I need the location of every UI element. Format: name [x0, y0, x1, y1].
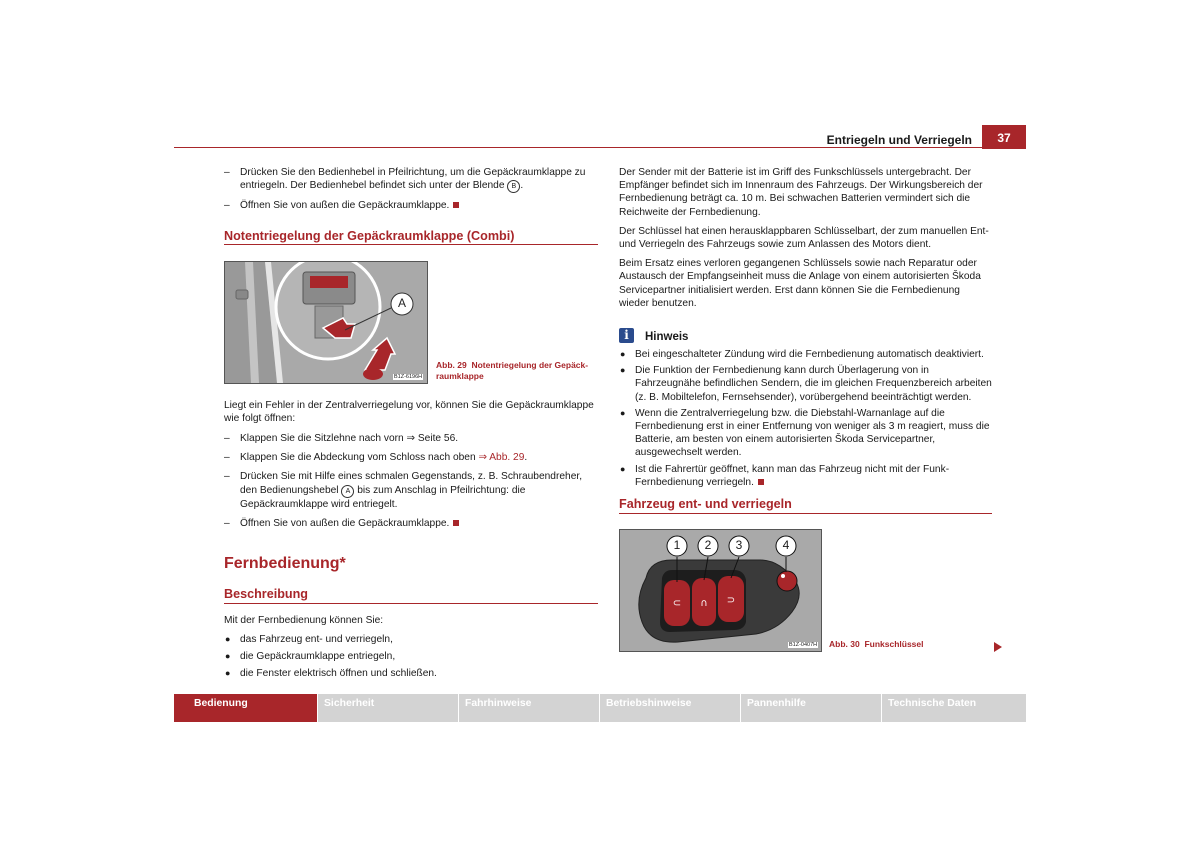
step-item: – Drücken Sie mit Hilfe eines schmalen Gegenstands, z. B. Schraubendreher, den Bedienungshebel A bis zum Anschlag in Pfeilrichtung: die Gepäckraumklappe wird entriegelt.: [224, 471, 583, 510]
figure-29-label-a-text: A: [397, 296, 406, 310]
list-item-text: die Gepäckraumklappe entriegeln,: [240, 651, 396, 663]
right-paragraphs: [619, 166, 992, 310]
list-item: ● die Gepäckraumklappe entriegeln,: [225, 651, 396, 663]
step-item: – Öffnen Sie von außen die Gepäckraumklappe.: [224, 517, 598, 530]
page-number: 37: [982, 125, 1026, 149]
step-item: – Klappen Sie die Abdeckung vom Schloss nach oben ⇒ Abb. 29.: [224, 452, 528, 464]
intro-steps: [224, 166, 598, 212]
section-rule: [619, 513, 992, 514]
main-heading: Fernbedienung*: [224, 555, 346, 572]
figure-30-label-2: 2: [704, 538, 712, 552]
svg-text:⊃: ⊃: [726, 595, 736, 606]
step-item: – Klappen Sie die Sitzlehne nach vorn ⇒ Seite 56.: [224, 433, 459, 444]
tab-fahrhinweise[interactable]: Fahrhinweise: [459, 694, 599, 722]
figure-29-caption: [436, 360, 598, 382]
paragraph: Der Schlüssel hat einen herausklappbaren Schlüsselbart, der zum manuellen Ent- und Verriegeln des Fahrzeugs sowie zum Anlassen des Motors dient.: [619, 225, 989, 251]
step-text: Öffnen Sie von außen die Gepäckraumklappe.: [240, 200, 450, 212]
figure-29-code: B1Z-6196H: [394, 374, 423, 380]
step-item: – Öffnen Sie von außen die Gepäckraumklappe.: [224, 199, 598, 212]
header-rule: [174, 147, 1026, 148]
figure-30-caption: [829, 639, 989, 650]
list-item: ● die Fenster elektrisch öffnen und schließen.: [225, 668, 437, 680]
caption-text: Notentriegelung der Gepäck-raumklappe: [436, 360, 589, 381]
list-item: ● Ist die Fahrertür geöffnet, kann man das Fahrzeug nicht mit der Funk-Fernbedienung verriegeln.: [620, 463, 950, 488]
badge-b: B: [507, 180, 520, 193]
combi-steps: [224, 432, 598, 530]
section-rule: [224, 244, 598, 245]
caption-number: Abb. 29: [436, 360, 467, 370]
end-marker: [758, 479, 764, 485]
figure-30-image: [619, 529, 822, 652]
svg-text:∩: ∩: [700, 598, 708, 609]
section-heading-lock: Fahrzeug ent- und verriegeln: [619, 497, 792, 511]
figure-29-drawing: [225, 262, 427, 383]
tab-sicherheit[interactable]: Sicherheit: [318, 694, 458, 722]
step-text-end: .: [524, 452, 528, 464]
end-marker: [453, 202, 459, 208]
tab-bedienung[interactable]: Bedienung: [174, 694, 317, 722]
svg-text:⊂: ⊂: [672, 598, 682, 609]
note-title: Hinweis: [645, 331, 689, 343]
list-item-text: Wenn die Zentralverriegelung bzw. die Diebstahl-Warnanlage auf die Fernbedienung erst in einer Entfernung von weniger als 3 m reagiert, muss die Batterie, am besten von einem autorisierten Škoda Servicepartner, ausgewechselt werden.: [635, 407, 990, 459]
badge-a: A: [341, 485, 354, 498]
note-list: [619, 348, 992, 489]
desc-list: [224, 633, 598, 681]
section-heading-combi: Notentriegelung der Gepäckraumklappe (Combi): [224, 229, 515, 243]
page-header-title: Entriegeln und Verriegeln: [826, 133, 972, 147]
tab-technische-daten[interactable]: Technische Daten: [882, 694, 1026, 722]
step-text: Öffnen Sie von außen die Gepäckraumklappe.: [240, 517, 450, 529]
list-item: ● Wenn die Zentralverriegelung bzw. die Diebstahl-Warnanlage auf die Fernbedienung erst in einer Entfernung von weniger als 3 m reagiert, muss die Batterie, am besten von einem autorisierten Škoda Servicepartner, ausgewechselt werden.: [620, 407, 990, 459]
list-item: ● Bei eingeschalteter Zündung wird die Fernbedienung automatisch deaktiviert.: [620, 349, 984, 360]
info-icon: i: [619, 328, 634, 343]
step-text: Klappen Sie die Sitzlehne nach vorn: [240, 433, 407, 444]
paragraph: Der Sender mit der Batterie ist im Griff des Funkschlüssels untergebracht. Der Empfänger befindet sich im Innenraum des Fahrzeugs. Der Wirkungsbereich der Fernbedienung beträgt ca. 10 m. Bei schwachen Batterien vermindert sich die Reichweite der Fernbedienung.: [619, 167, 983, 218]
step-text-end: .: [455, 433, 459, 444]
figure-30-label-3: 3: [735, 538, 743, 552]
caption-number: Abb. 30: [829, 639, 860, 649]
list-item-text: Die Funktion der Fernbedienung kann durch Überlagerung von in Fahrzeugnähe befindlichen Sendern, die im gleichen Frequenzbereich arbeiten (z. B. Mobiltelefon, Fernsehsender), vorübergehend beeinträchtigt werden.: [635, 365, 992, 403]
tab-pannenhilfe[interactable]: Pannenhilfe: [741, 694, 881, 722]
caption-text: Funkschlüssel: [864, 639, 924, 649]
step-text-end: .: [520, 180, 524, 192]
list-item-text: das Fahrzeug ent- und verriegeln,: [240, 634, 393, 645]
step-text: Drücken Sie den Bedienhebel in Pfeilrichtung, um die Gepäckraumklappe zu entriegeln. Der Bedienhebel befindet sich unter der Blende: [240, 167, 586, 192]
section-rule: [224, 603, 598, 604]
figure-29-image: [224, 261, 428, 384]
desc-intro: Mit der Fernbedienung können Sie:: [224, 615, 384, 626]
step-text: Drücken Sie mit Hilfe eines schmalen Gegenstands, z. B. Schraubendreher, den Bedienungshebel: [240, 471, 583, 496]
end-marker: [453, 520, 459, 526]
step-text: Klappen Sie die Abdeckung vom Schloss nach oben: [240, 452, 479, 464]
step-item: – Drücken Sie den Bedienhebel in Pfeilrichtung, um die Gepäckraumklappe zu entriegeln. Der Bedienhebel befindet sich unter der Blende B .: [224, 167, 586, 192]
figure-30-label-1: 1: [673, 538, 681, 552]
section-heading-desc: Beschreibung: [224, 587, 308, 601]
tab-betriebshinweise[interactable]: Betriebshinweise: [600, 694, 740, 722]
list-item: ● das Fahrzeug ent- und verriegeln,: [225, 634, 393, 645]
next-page-arrow-icon[interactable]: [994, 642, 1002, 652]
page-ref-link[interactable]: ⇒ Seite 56: [406, 433, 456, 444]
figure-30-code: B1Z-0407H: [789, 642, 818, 648]
step-text-end: bis zum Anschlag in Pfeilrichtung: die Gepäckraumklappe wird entriegelt.: [240, 484, 526, 510]
list-item-text: Bei eingeschalteter Zündung wird die Fernbedienung automatisch deaktiviert.: [635, 349, 984, 360]
list-item-text: Ist die Fahrertür geöffnet, kann man das Fahrzeug nicht mit der Funk-Fernbedienung verriegeln.: [635, 463, 950, 488]
figure-30-label-4: 4: [782, 538, 790, 552]
combi-intro: Liegt ein Fehler in der Zentralverriegelung vor, können Sie die Gepäckraumklappe wie folgt öffnen:: [224, 400, 594, 425]
list-item-text: die Fenster elektrisch öffnen und schließen.: [240, 668, 437, 680]
list-item: ● Die Funktion der Fernbedienung kann durch Überlagerung von in Fahrzeugnähe befindlichen Sendern, die im gleichen Frequenzbereich arbeiten (z. B. Mobiltelefon, Fernsehsender), vorübergehend beeinträchtigt werden.: [620, 365, 992, 403]
figure-ref-link[interactable]: ⇒ Abb. 29: [478, 452, 525, 464]
paragraph: Beim Ersatz eines verloren gegangenen Schlüssels sowie nach Reparatur oder Austausch der Empfangseinheit muss die Anlage von einem autorisierten Škoda Servicepartner initialisiert werden. Erst dann können Sie die Fernbedienung wieder benutzen.: [619, 258, 981, 309]
